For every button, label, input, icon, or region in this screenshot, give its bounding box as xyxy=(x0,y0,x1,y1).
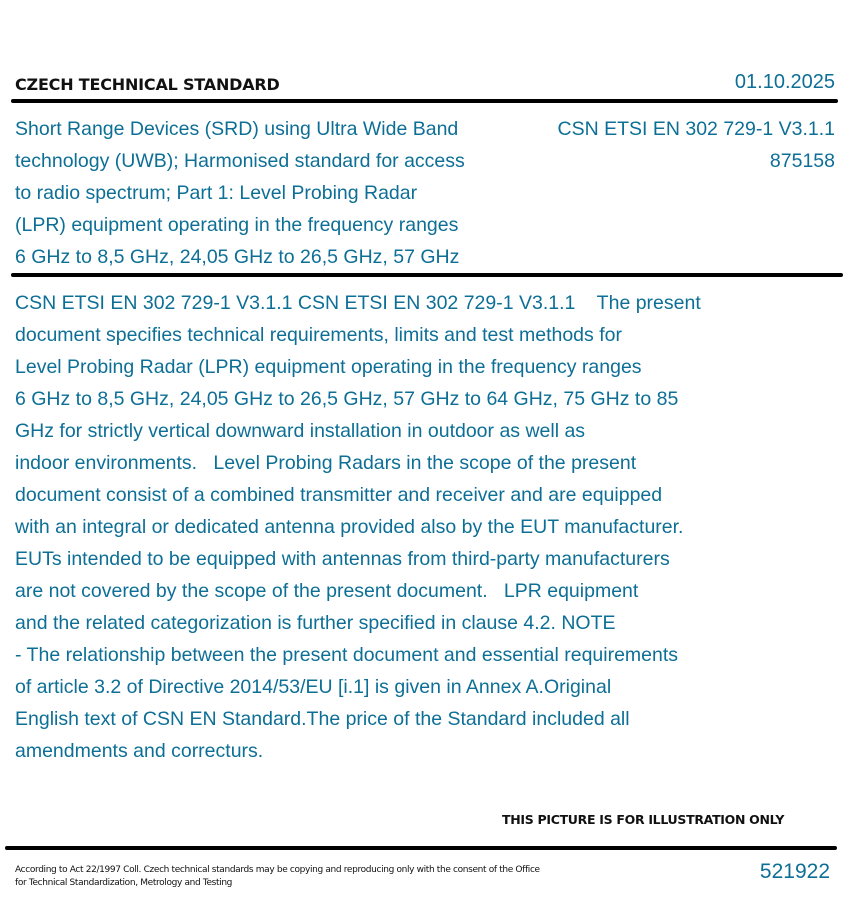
description-line: amendments and correcturs. xyxy=(15,740,264,762)
legal-line: According to Act 22/1997 Coll. Czech technical standards may be copying and reproducing only with the consent of the Office xyxy=(15,865,540,875)
standard-title-line: 6 GHz to 8,5 GHz, 24,05 GHz to 26,5 GHz, 57 GHz xyxy=(15,246,460,268)
description-line: indoor environments. Level Probing Radars in the scope of the present xyxy=(15,452,637,474)
description-line: and the related categorization is further specified in clause 4.2. NOTE xyxy=(15,612,616,634)
description-line: document specifies technical requirements, limits and test methods for xyxy=(15,324,622,346)
description xyxy=(15,287,795,767)
standard-code: CSN ETSI EN 302 729-1 V3.1.1 xyxy=(557,118,835,140)
standard-title-line: technology (UWB); Harmonised standard for access xyxy=(15,150,465,172)
header-title: CZECH TECHNICAL STANDARD xyxy=(15,75,280,94)
description-line: are not covered by the scope of the present document. LPR equipment xyxy=(15,580,639,602)
legal-line: for Technical Standardization, Metrology and Testing xyxy=(15,878,233,888)
legal-notice xyxy=(15,864,540,890)
document-id: 521922 xyxy=(759,860,830,883)
standard-title-line: Short Range Devices (SRD) using Ultra Wide Band xyxy=(15,118,459,140)
standard-title xyxy=(15,113,525,273)
header-date: 01.10.2025 xyxy=(734,71,835,93)
standard-title-line: to radio spectrum; Part 1: Level Probing Radar xyxy=(15,182,418,204)
standard-codes xyxy=(558,113,835,177)
description-line: EUTs intended to be equipped with antennas from third-party manufacturers xyxy=(15,548,670,570)
title-divider xyxy=(11,273,843,277)
description-line: with an integral or dedicated antenna provided also by the EUT manufacturer. xyxy=(15,516,684,538)
illustration-note: THIS PICTURE IS FOR ILLUSTRATION ONLY xyxy=(502,812,785,827)
description-line: English text of CSN EN Standard.The price of the Standard included all xyxy=(15,708,630,730)
footer-divider xyxy=(5,846,837,850)
catalog-number: 875158 xyxy=(769,150,835,172)
description-line: 6 GHz to 8,5 GHz, 24,05 GHz to 26,5 GHz, 57 GHz to 64 GHz, 75 GHz to 85 xyxy=(15,388,679,410)
standard-title-line: (LPR) equipment operating in the frequency ranges xyxy=(15,214,459,236)
description-line: GHz for strictly vertical downward installation in outdoor as well as xyxy=(15,420,586,442)
description-line: - The relationship between the present document and essential requirements xyxy=(15,644,679,666)
description-line: Level Probing Radar (LPR) equipment operating in the frequency ranges xyxy=(15,356,642,378)
header-divider xyxy=(11,99,838,103)
description-line: document consist of a combined transmitter and receiver and are equipped xyxy=(15,484,663,506)
description-line: of article 3.2 of Directive 2014/53/EU [i.1] is given in Annex A.Original xyxy=(15,676,612,698)
description-line: CSN ETSI EN 302 729-1 V3.1.1 CSN ETSI EN 302 729-1 V3.1.1 The present xyxy=(15,292,701,314)
